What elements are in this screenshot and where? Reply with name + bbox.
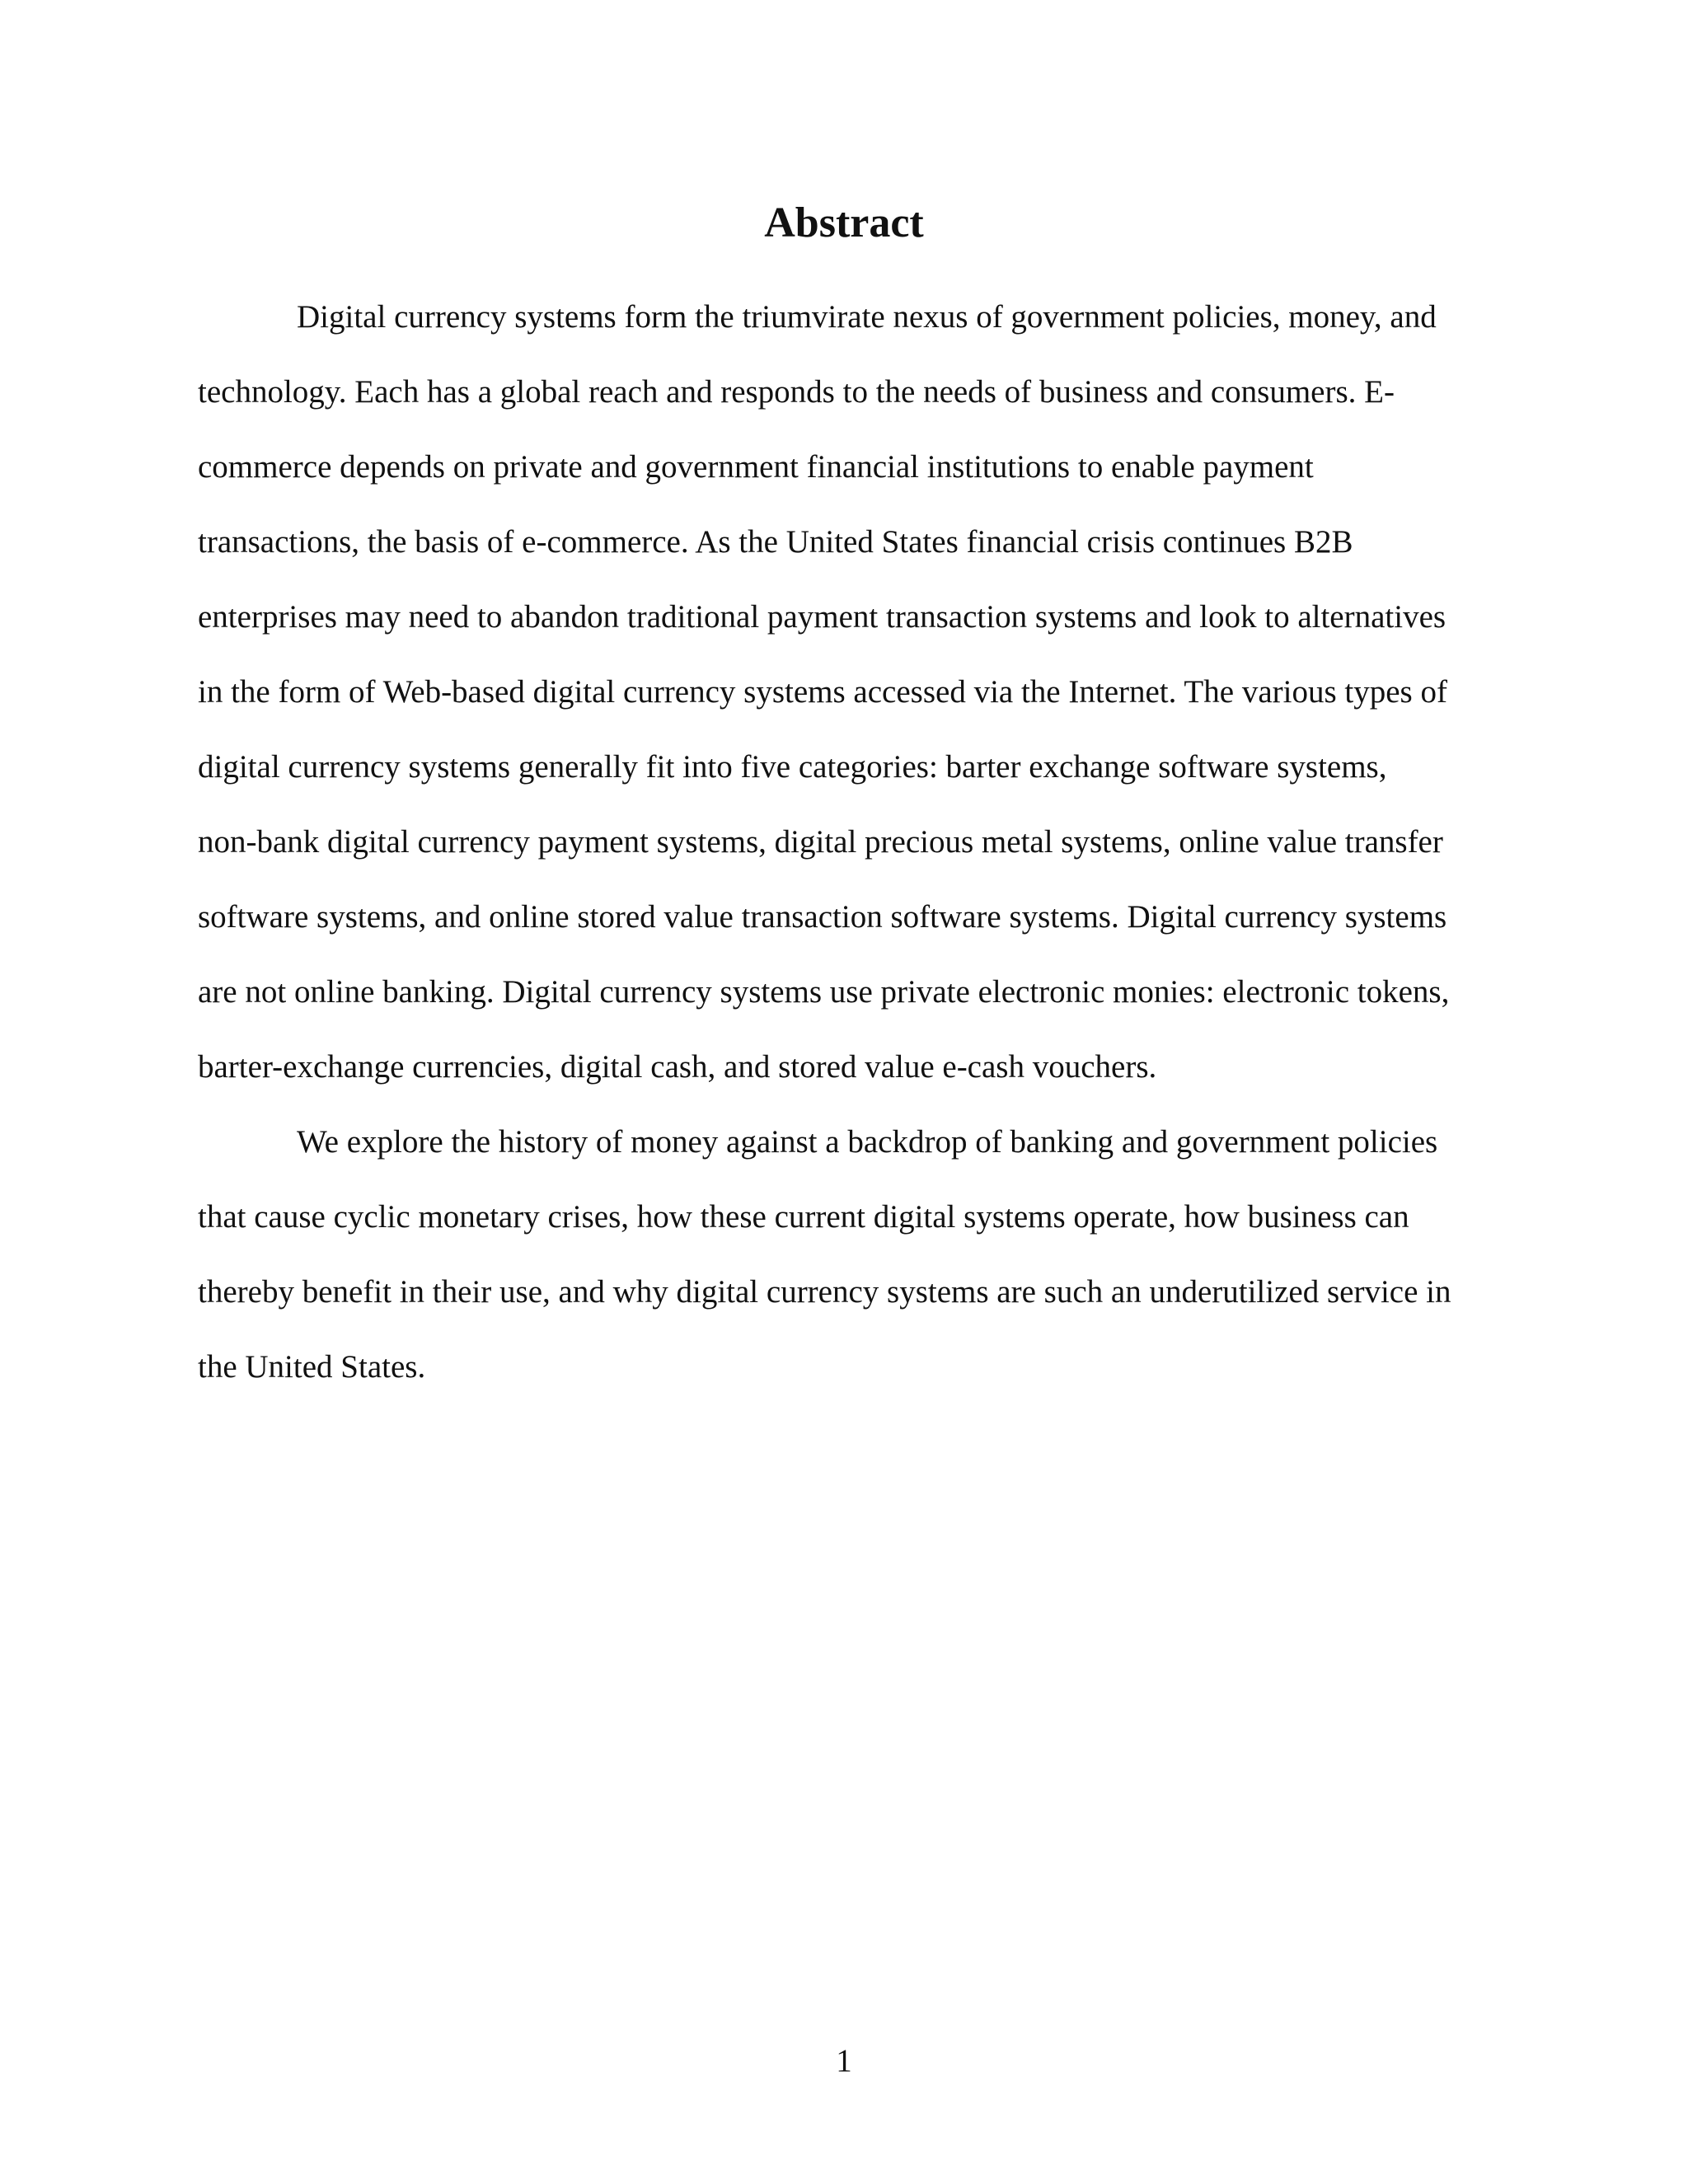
abstract-title: Abstract [764, 199, 924, 246]
paragraph-2-line-3: thereby benefit in their use, and why digital currency systems are such an underutilized service in [198, 1274, 1451, 1310]
paragraph-1-line-4: transactions, the basis of e-commerce. As the United States financial crisis continues B2B [198, 524, 1353, 560]
paragraph-1-line-7: digital currency systems generally fit into five categories: barter exchange software systems, [198, 749, 1387, 785]
paragraph-1-line-10: are not online banking. Digital currency systems use private electronic monies: electronic tokens, [198, 974, 1450, 1010]
paragraph-2-line-1: We explore the history of money against a backdrop of banking and government policies [297, 1124, 1438, 1160]
paragraph-1-line-8: non-bank digital currency payment systems, digital precious metal systems, online value transfer [198, 824, 1443, 860]
paragraph-1-line-6: in the form of Web-based digital currency systems accessed via the Internet. The various types of [198, 674, 1447, 710]
paragraph-1-line-9: software systems, and online stored value transaction software systems. Digital currency systems [198, 899, 1447, 935]
paragraph-1-line-5: enterprises may need to abandon traditional payment transaction systems and look to alternatives [198, 599, 1447, 635]
paragraph-1-line-2: technology. Each has a global reach and responds to the needs of business and consumers. E- [198, 374, 1395, 410]
page-number: 1 [836, 2043, 852, 2079]
paragraph-2-line-4: the United States. [198, 1349, 426, 1385]
paragraph-1-line-11: barter-exchange currencies, digital cash, and stored value e-cash vouchers. [198, 1049, 1157, 1085]
paragraph-1-line-1: Digital currency systems form the triumvirate nexus of government policies, money, and [297, 299, 1437, 335]
paragraph-2-line-2: that cause cyclic monetary crises, how these current digital systems operate, how business can [198, 1199, 1409, 1235]
paragraph-1-line-3: commerce depends on private and government financial institutions to enable payment [198, 449, 1314, 485]
